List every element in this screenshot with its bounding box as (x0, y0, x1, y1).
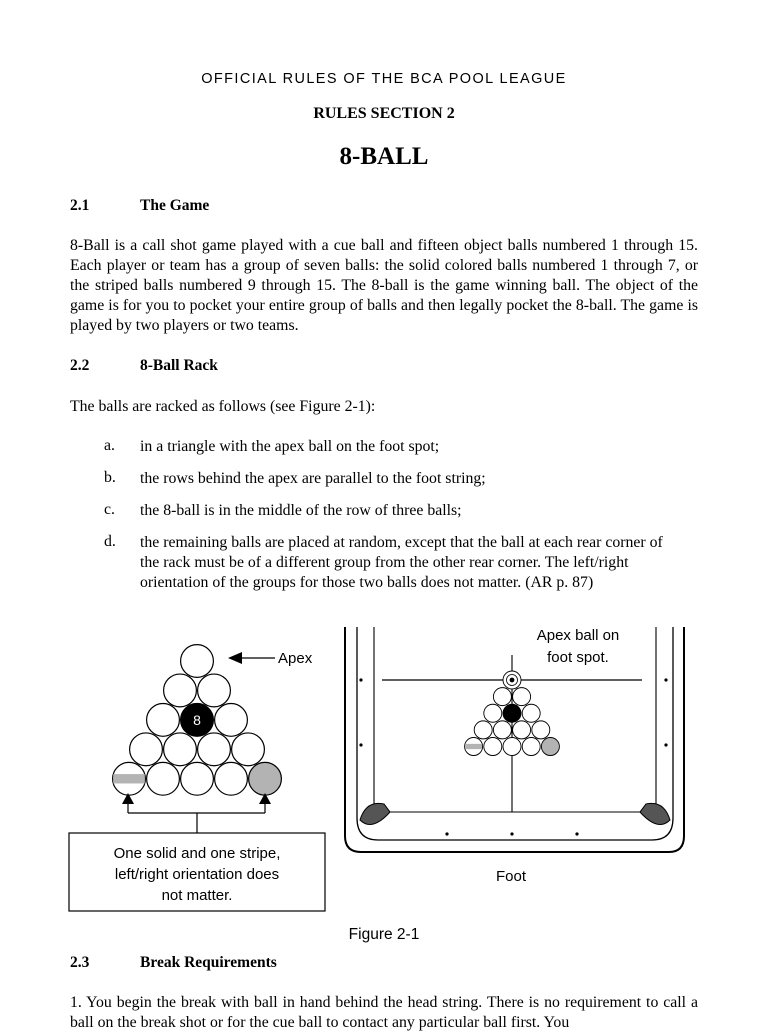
list-item-letter: d. (104, 533, 116, 550)
break-paragraph: 1. You begin the break with ball in hand behind the head string. There is no requirement to call a ball on the break shot or for the cue ball to contact any particular ball first. You (70, 994, 698, 1031)
section-title-break: Break Requirements (140, 954, 277, 971)
foot-spot (510, 678, 515, 683)
section-number-2-1: 2.1 (70, 197, 90, 214)
table-rack-triangle (465, 671, 560, 756)
rack-ball (181, 645, 214, 678)
section-label: RULES SECTION 2 (313, 105, 455, 122)
eight-ball (503, 704, 521, 722)
figure-caption: Figure 2-1 (348, 926, 420, 943)
list-item-text: in a triangle with the apex ball on the foot spot; (140, 438, 440, 455)
rack-ball (493, 688, 511, 706)
rack-ball (513, 688, 531, 706)
section-title-the-game: The Game (140, 197, 210, 214)
stripe-band (113, 774, 145, 783)
foot-label: Foot (495, 868, 527, 885)
rack-ball (164, 674, 197, 707)
solid-corner-ball (249, 762, 282, 795)
apex-arrow (228, 652, 275, 664)
corner-pockets (360, 803, 670, 824)
rack-ball (130, 733, 163, 766)
section-number-2-2: 2.2 (70, 357, 90, 374)
rack-ball (164, 733, 197, 766)
rack-ball (215, 703, 248, 736)
note-line-1: One solid and one stripe, (113, 845, 281, 862)
section-title-rack: 8-Ball Rack (140, 357, 218, 374)
rack-ball (513, 721, 531, 739)
apex-spot-label-line-1: Apex ball on (536, 627, 620, 644)
rack-ball (215, 762, 248, 795)
rack-ball (147, 762, 180, 795)
stripe-band (465, 744, 482, 749)
list-item-letter: a. (104, 437, 115, 454)
corner-bracket (128, 797, 265, 833)
rack-ball (474, 721, 492, 739)
rack-intro: The balls are racked as follows (see Figure 2-1): (70, 398, 376, 415)
rack-ball (522, 704, 540, 722)
rack-ball (522, 738, 540, 756)
page-title: 8-BALL (339, 143, 429, 170)
note-line-3: not matter. (161, 887, 233, 904)
document-header: OFFICIAL RULES OF THE BCA POOL LEAGUE (201, 71, 567, 87)
list-item-letter: b. (104, 469, 116, 486)
list-item-letter: c. (104, 501, 115, 518)
rack-ball (181, 762, 214, 795)
rack-ball (198, 733, 231, 766)
list-item-text: the rows behind the apex are parallel to the foot string; (140, 470, 486, 487)
rack-ball (532, 721, 550, 739)
solid-corner-ball (541, 738, 559, 756)
apex-label: Apex (278, 650, 313, 667)
rack-ball (484, 704, 502, 722)
eight-ball-label: 8 (193, 711, 201, 728)
left-rack-triangle (113, 645, 282, 796)
rack-ball (198, 674, 231, 707)
list-item-text: the remaining balls are placed at random, except that the ball at each rear corner of the rack must be of a different group from the other rear corner. The left/right orientation of the groups for those two balls does not matter. (AR p. 87) (140, 534, 663, 591)
apex-spot-label-line-2: foot spot. (547, 649, 609, 666)
rack-ball (503, 738, 521, 756)
rack-ball (484, 738, 502, 756)
note-line-2: left/right orientation does (114, 866, 280, 883)
list-item-text: the 8-ball is in the middle of the row of three balls; (140, 502, 462, 519)
game-paragraph: 8-Ball is a call shot game played with a cue ball and fifteen object balls numbered 1 through 15. Each player or team has a group of seven balls: the solid colored balls numbered 1 through 7, or the striped balls numbered 9 through 15. The 8-ball is the game winning ball. The object of the game is for you to pocket your entire group of balls and then legally pocket the 8-ball. The game is played by two players or two teams. (70, 237, 698, 334)
rack-ball (493, 721, 511, 739)
rack-ball (232, 733, 265, 766)
section-number-2-3: 2.3 (70, 954, 90, 971)
figure-rack-diagram (0, 620, 768, 920)
rack-ball (147, 703, 180, 736)
